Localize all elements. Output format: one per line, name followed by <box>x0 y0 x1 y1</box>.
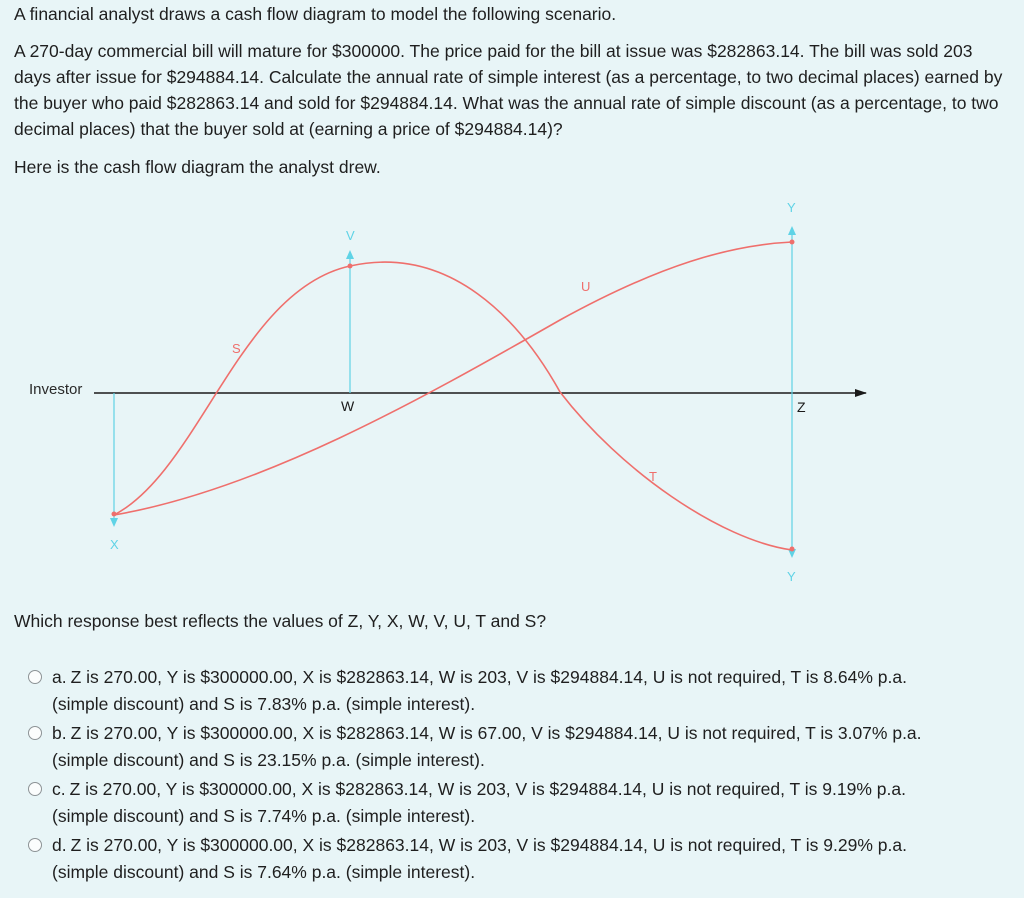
cash-flow-diagram <box>0 190 1024 600</box>
label-w: W <box>341 398 355 414</box>
option-d[interactable] <box>28 832 1018 886</box>
point-x <box>112 512 117 517</box>
option-text-line2: (simple discount) and S is 23.15% p.a. (simple interest). <box>52 750 485 770</box>
question-intro: A financial analyst draws a cash flow diagram to model the following scenario. <box>14 4 617 24</box>
cashflow-v-arrowhead <box>346 250 354 259</box>
label-x: X <box>110 537 119 552</box>
option-letter: c. <box>52 779 66 799</box>
label-y-bottom: Y <box>787 569 796 584</box>
point-y-top <box>790 240 795 245</box>
label-v: V <box>346 228 355 243</box>
answer-options <box>28 664 1018 888</box>
label-t: T <box>649 469 657 484</box>
cashflow-y-top-arrowhead <box>788 226 796 235</box>
option-b[interactable] <box>28 720 1018 774</box>
option-letter: a. <box>52 667 67 687</box>
option-text-line2: (simple discount) and S is 7.74% p.a. (simple interest). <box>52 806 476 826</box>
curve-x-u-y <box>114 242 792 515</box>
timeline-label: Investor <box>29 381 83 398</box>
option-letter: b. <box>52 723 67 743</box>
radio-option-b[interactable] <box>28 726 42 740</box>
option-letter: d. <box>52 835 67 855</box>
option-text-line2: (simple discount) and S is 7.83% p.a. (simple interest). <box>52 694 476 714</box>
radio-option-a[interactable] <box>28 670 42 684</box>
diagram-intro: Here is the cash flow diagram the analyst drew. <box>14 157 381 177</box>
label-s: S <box>232 341 241 356</box>
radio-option-d[interactable] <box>28 838 42 852</box>
option-text-line1: Z is 270.00, Y is $300000.00, X is $282863.14, W is 203, V is $294884.14, U is not required, T is 9.29% p.a. <box>70 835 907 855</box>
option-text-line2: (simple discount) and S is 7.64% p.a. (simple interest). <box>52 862 476 882</box>
label-z: Z <box>797 399 806 415</box>
label-u: U <box>581 279 591 294</box>
option-c[interactable] <box>28 776 1018 830</box>
question-scenario: A 270-day commercial bill will mature for $300000. The price paid for the bill at issue was $282863.14. The bill was sold 203 days after issue for $294884.14. Calculate the annual rate of simple interest (as a percentage, to two decimal places) earned by the buyer who paid $282863.14 and sold for $294884.14. What was the annual rate of simple discount (as a percentage, to two decimal places) that the buyer sold at (earning a price of $294884.14)? <box>14 41 1003 139</box>
question-prompt: Which response best reflects the values of Z, Y, X, W, V, U, T and S? <box>14 611 547 631</box>
option-a[interactable] <box>28 664 1018 718</box>
point-v <box>348 264 353 269</box>
option-text-line1: Z is 270.00, Y is $300000.00, X is $282863.14, W is 203, V is $294884.14, U is not required, T is 9.19% p.a. <box>69 779 906 799</box>
point-y-bottom <box>790 547 795 552</box>
option-text-line1: Z is 270.00, Y is $300000.00, X is $282863.14, W is 203, V is $294884.14, U is not required, T is 8.64% p.a. <box>70 667 907 687</box>
label-y-top: Y <box>787 200 796 215</box>
radio-option-c[interactable] <box>28 782 42 796</box>
option-text-line1: Z is 270.00, Y is $300000.00, X is $282863.14, W is 67.00, V is $294884.14, U is not required, T is 3.07% p.a. <box>70 723 922 743</box>
cashflow-x-arrowhead <box>110 518 118 527</box>
curve-s-v-t <box>114 262 792 550</box>
